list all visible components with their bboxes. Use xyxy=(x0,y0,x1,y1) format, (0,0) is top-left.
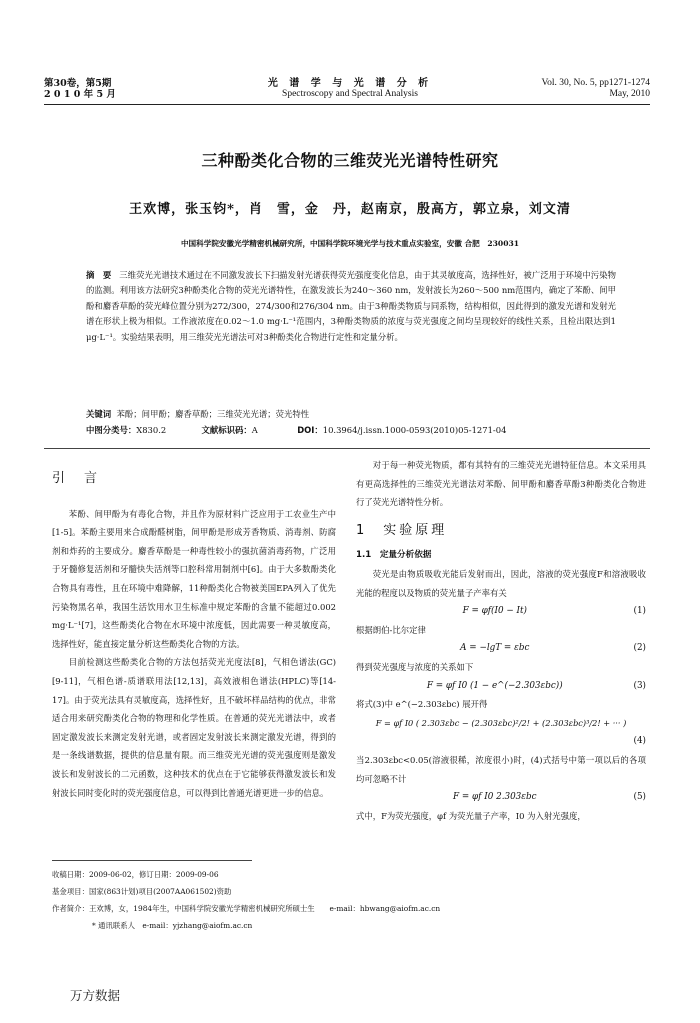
paper-title: 三种酚类化合物的三维荧光光谱特性研究 xyxy=(201,151,499,170)
equation-4-number: (4) xyxy=(633,736,646,747)
affiliation: 中国科学院安徽光学精密机械研究所，中国科学院环境光学与技术重点实验室，安徽 合肥 230031 xyxy=(180,239,520,248)
abstract-divider xyxy=(44,448,650,449)
equation-4 xyxy=(356,714,646,733)
equation-3-expr: F = φf I0 (1 − e^(−2.303εbc)) xyxy=(426,680,563,691)
intro-paragraph-2: 目前检测这些酚类化合物的方法包括荧光光度法[8]，气相色谱法(GC)[9-11]，气相色谱-质谱联用法[12,13]，高效液相色谱法(HPLC)等[14-17]。由于荧光法具有灵敏度高，选择性好，且不破坏样品结构的优点，非常适合用来研究酚类化合物的物理和化学性质。在普通的荧光光谱法中，或者固定激发波长来测定发射光谱，或者固定发射波长来测定激发光谱，得到的是一条线谱数据，提供的信息量有限。而三维荧光光谱的荧光强度则是激发波长和发射波长的二元函数，这种技术的优点在于它能够获得激发波长和发射波长同时变化时的荧光强度信息，可以得到比普通光谱更进一步的信息。 xyxy=(52,657,336,798)
intro-heading: 引 言 xyxy=(52,471,101,486)
subsection-1-1-heading: 1.1 定量分析依据 xyxy=(356,550,432,561)
header-rule xyxy=(44,104,650,105)
abstract-label: 摘 要 xyxy=(86,270,112,280)
relation-intro: 得到荧光强度与浓度的关系如下 xyxy=(356,661,474,672)
right-column xyxy=(356,456,646,825)
keywords xyxy=(86,408,626,421)
issue-date: 2 0 1 0 年 5 月 xyxy=(44,89,116,100)
equation-3 xyxy=(356,677,646,696)
equation-3-number: (3) xyxy=(633,680,646,691)
classification-line xyxy=(86,424,626,437)
intro-paragraph-1: 苯酚、间甲酚为有毒化合物，并且作为原材料广泛应用于工农业生产中[1-5]。苯酚主要用来合成酚醛树脂，间甲酚是形成芳香物质、消毒剂、防腐剂和炸药的主要成分。麝香草酚是一种毒性较小的强抗菌消毒药物，广泛用于牙髓修复活剂和牙髓快失活剂等口腔科常用制剂中[6]。由于大多数酚类化合物具有毒性，且在环境中难降解，11种酚类化合物被美国EPA列入了优先污染物黑名单，我国生活饮用水卫生标准中规定苯酚的含量不能超过0.002 mg·L⁻¹[7]，这些酚类化合物在水环境中浓度低，因此需要一种灵敏度高，选择性好，能直接定量分析这些酚类化合物的方法。 xyxy=(52,508,336,649)
clc-label: 中图分类号： xyxy=(86,425,137,435)
equation-2 xyxy=(356,639,646,658)
clc-value: X830.2 xyxy=(136,425,167,435)
equation-1 xyxy=(356,602,646,621)
wanfang-watermark: 万方数据 xyxy=(70,988,121,1003)
section-1-heading: 1 实验原理 xyxy=(356,522,448,538)
dilute-condition: 当2.303εbc<0.05(溶液很稀，浓度很小)时，(4)式括号中第一项以后的各项均可忽略不计 xyxy=(356,754,646,784)
equation-5-number: (5) xyxy=(633,792,646,803)
equation-4-number-row xyxy=(356,732,646,751)
equation-1-number: (1) xyxy=(633,606,646,617)
equation-5-expr: F = φf I0 2.303εbc xyxy=(452,792,537,803)
volume-pages: Vol. 30, No. 5, pp1271-1274 xyxy=(541,78,650,88)
intro-continued: 对于每一种荧光物质，都有其特有的三维荧光光谱特征信息。本文采用具有更高选择性的三维荧光光谱法对苯酚、间甲酚和麝香草酚3种酚类化合物进行了荧光光谱特性分析。 xyxy=(356,460,646,508)
footnote-rule xyxy=(52,860,252,861)
doi-value: 10.3964/j.issn.1000-0593(2010)05-1271-04 xyxy=(322,425,507,435)
doi-label: DOI： xyxy=(297,425,323,435)
keywords-text: 苯酚；间甲酚；麝香草酚；三维荧光光谱；荧光特性 xyxy=(116,409,310,419)
journal-name xyxy=(200,78,500,100)
journal-volume-info xyxy=(44,78,116,100)
journal-name-cn: 光 谱 学 与 光 谱 分 析 xyxy=(267,78,433,89)
principle-paragraph: 荧光是由物质吸收光能后发射而出，因此，溶液的荧光强度F和溶液吸收光能的程度以及物质的荧光量子产率有关 xyxy=(356,568,646,598)
doc-code-label: 文献标识码： xyxy=(201,425,252,435)
equation-5 xyxy=(356,788,646,807)
equation-1-expr: F = φf(I0 − It) xyxy=(462,606,527,617)
volume-issue: 第30卷，第5期 xyxy=(44,78,112,89)
equation-4-expr: F = φf I0 ( 2.303εbc − (2.303εbc)²/2! + (2.303εbc)³/2! + ··· ) xyxy=(375,717,627,728)
journal-pages-info xyxy=(541,78,650,100)
expansion-intro: 将式(3)中 e^(−2.303εbc) 展开得 xyxy=(356,699,488,710)
abstract-text: 三维荧光光谱技术通过在不同激发波长下扫描发射光谱获得荧光强度变化信息，由于其灵敏度高，选择性好，被广泛用于环境中污染物的监测。利用该方法研究3种酚类化合物的荧光光谱特性，在激发波长为240～360 nm，发射波长为260～500 nm范围内，确定了苯酚、间甲酚和麝香草酚的荧光峰位置分别为272/300，274/300和276/304 nm。由于3种酚类物质与同系物，结构相似，因此得到的激发光谱和发射光谱在形状上极为相似。工作液浓度在0.02～1.0 mg·L⁻¹范围内，3种酚类物质的浓度与荧光强度之间均呈现较好的线性关系，且检出限达到1 μg·L⁻¹。实验结果表明，用三维荧光光谱法可对3种酚类化合物进行定性和定量分析。 xyxy=(86,270,617,342)
keywords-label: 关键词 xyxy=(86,409,112,419)
footnote-corresponding: * 通讯联系人 e-mail：yjzhang@aiofm.ac.cn xyxy=(92,921,253,930)
doc-code-value: A xyxy=(251,425,258,435)
journal-name-en: Spectroscopy and Spectral Analysis xyxy=(282,89,418,99)
footnote-dates: 收稿日期：2009-06-02，修订日期：2009-09-06 xyxy=(52,870,219,879)
equation-2-expr: A = −lgT = εbc xyxy=(460,643,530,654)
left-column xyxy=(52,470,336,802)
footnotes xyxy=(52,866,652,934)
publish-month: May, 2010 xyxy=(609,89,650,99)
beer-lambert-intro: 根据朗伯-比尔定律 xyxy=(356,624,426,635)
symbol-definitions: 式中，F为荧光强度，φf 为荧光量子产率，I0 为入射光强度， xyxy=(356,810,586,821)
equation-2-number: (2) xyxy=(633,643,646,654)
footnote-author: 作者简介：王欢博，女，1984年生，中国科学院安徽光学精密机械研究所硕士生 e-mail：hbwang@aiofm.ac.cn xyxy=(52,904,441,913)
abstract xyxy=(86,268,616,345)
author-list: 王欢博，张玉钧*，肖 雪，金 丹，赵南京，殷高方，郭立泉，刘文清 xyxy=(129,202,571,217)
footnote-fund: 基金项目：国家(863计划)项目(2007AA061502)资助 xyxy=(52,887,232,896)
